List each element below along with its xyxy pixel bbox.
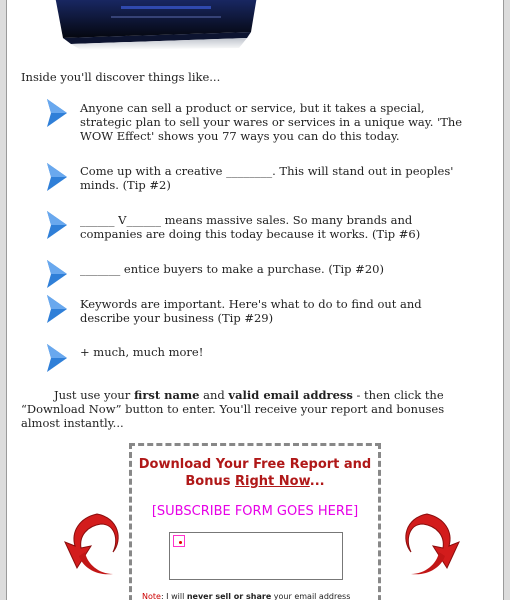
blue-right-arrow-icon	[47, 163, 67, 191]
sales-page	[6, 0, 504, 600]
bullet-text: Keywords are important. Here's what to do to find out and describe your business (Tip #29)	[80, 297, 422, 325]
curved-arrow-right-icon	[401, 512, 467, 580]
blue-right-arrow-icon	[47, 344, 67, 372]
privacy-note: Note: I will never sell or share your email address	[142, 592, 351, 600]
bullet-text: _______ entice buyers to make a purchase. (Tip #20)	[80, 262, 384, 276]
product-box-image	[51, 0, 261, 50]
bullet-text: ______ V______ means massive sales. So many brands and companies are doing this today because it works. (Tip #6)	[80, 213, 421, 241]
blue-right-arrow-icon	[47, 295, 67, 323]
bullet-text: Come up with a creative ________. This will stand out in peoples' minds. (Tip #2)	[80, 164, 454, 192]
optin-box	[129, 443, 381, 600]
subscribe-form-field[interactable]	[169, 532, 343, 580]
blue-right-arrow-icon	[47, 260, 67, 288]
form-checkbox[interactable]	[173, 535, 185, 547]
first-name-emphasis: first name	[133, 388, 200, 402]
blue-right-arrow-icon	[47, 99, 67, 127]
note-label: Note	[142, 592, 161, 600]
bullet-text: Anyone can sell a product or service, but it takes a special, strategic plan to sell your wares or services in a unique way. 'The WOW Effect' shows you 77 ways you can do this today.	[80, 101, 463, 143]
instructions-text: Just use your first name and valid email address - then click the “Download Now” button to enter. You'll receive your report and bonuses almost instantly...	[21, 388, 445, 430]
blue-right-arrow-icon	[47, 211, 67, 239]
bullet-text: + much, much more!	[80, 345, 204, 359]
curved-arrow-left-icon	[57, 512, 123, 580]
subscribe-form-placeholder: [SUBSCRIBE FORM GOES HERE]	[151, 504, 359, 519]
email-emphasis: valid email address	[228, 388, 353, 402]
intro-text: Inside you'll discover things like...	[21, 70, 221, 84]
right-now-emphasis: Right Now	[235, 474, 310, 489]
optin-title: Download Your Free Report and Bonus Right Now...	[138, 457, 372, 489]
